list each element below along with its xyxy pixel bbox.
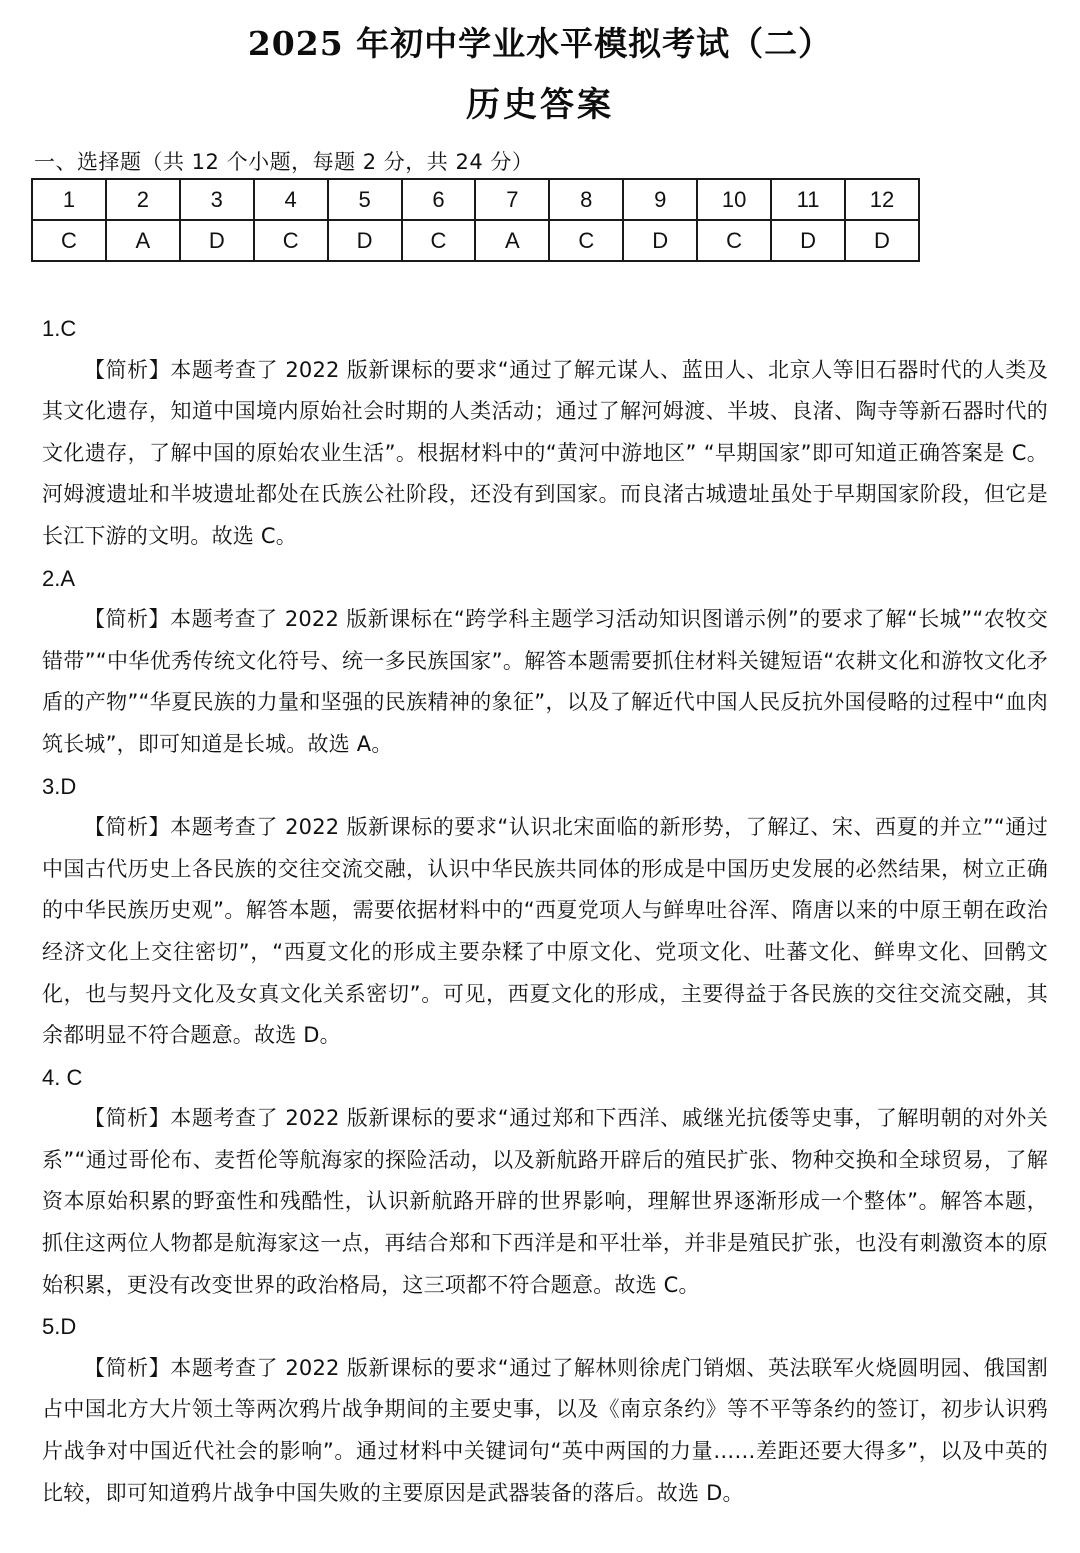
answer-cell: D xyxy=(328,220,402,261)
explanation-item xyxy=(42,308,1048,558)
question-number-cell: 3 xyxy=(180,179,254,220)
answer-row xyxy=(32,220,919,261)
answer-cell: C xyxy=(254,220,328,261)
answer-cell: C xyxy=(697,220,771,261)
answer-cell: C xyxy=(402,220,476,261)
question-number-cell: 11 xyxy=(771,179,845,220)
explanations xyxy=(42,308,1048,1514)
explanation-item xyxy=(42,766,1048,1057)
explanation-label: 5.D xyxy=(42,1314,77,1340)
explanation-item xyxy=(42,1057,1048,1307)
explanation-text: 【简析】本题考查了 2022 版新课标的要求“通过了解林则徐虎门销烟、英法联军火烧圆明园、俄国割占中国北方大片领土等两次鸦片战争期间的主要史事，以及《南京条约》等不平等条约的签订，初步认识鸦片战争对中国近代社会的影响”。通过材料中关键词句“英中两国的力量……差距还要大得多”，以及中英的比较，即可知道鸦片战争中国失败的主要原因是武器装备的落后。故选 D。 xyxy=(42,1355,1048,1505)
page-subtitle: 历史答案 xyxy=(466,85,614,125)
question-number-cell: 1 xyxy=(32,179,106,220)
question-number-cell: 10 xyxy=(697,179,771,220)
explanation-text: 【简析】本题考查了 2022 版新课标的要求“认识北宋面临的新形势，了解辽、宋、西夏的并立”“通过中国古代历史上各民族的交往交流交融，认识中华民族共同体的形成是中国历史发展的必然结果，树立正确的中华民族历史观”。解答本题，需要依据材料中的“西夏党项人与鲜卑吐谷浑、隋唐以来的中原王朝在政治经济文化上交往密切”，“西夏文化的形成主要杂糅了中原文化、党项文化、吐蕃文化、鲜卑文化、回鹘文化，也与契丹文化及女真文化关系密切”。可见，西夏文化的形成，主要得益于各民族的交往交流交融，其余都明显不符合题意。故选 D。 xyxy=(42,815,1048,1048)
question-number-cell: 8 xyxy=(549,179,623,220)
answer-cell: D xyxy=(180,220,254,261)
answer-key-table xyxy=(31,178,920,262)
answer-cell: A xyxy=(475,220,549,261)
explanation-item xyxy=(42,558,1048,766)
answer-cell: D xyxy=(845,220,919,261)
answer-cell: C xyxy=(549,220,623,261)
question-number-cell: 2 xyxy=(106,179,180,220)
explanation-label: 4. C xyxy=(42,1064,83,1090)
answer-cell: D xyxy=(771,220,845,261)
explanation-label: 3.D xyxy=(42,773,77,799)
question-number-cell: 9 xyxy=(623,179,697,220)
answer-cell: A xyxy=(106,220,180,261)
explanation-text: 【简析】本题考查了 2022 版新课标的要求“通过了解元谋人、蓝田人、北京人等旧石器时代的人类及其文化遗存，知道中国境内原始社会时期的人类活动；通过了解河姆渡、半坡、良渚、陶寺等新石器时代的文化遗存，了解中国的原始农业生活”。根据材料中的“黄河中游地区” “早期国家”即可知道正确答案是 C。河姆渡遗址和半坡遗址都处在氏族公社阶段，还没有到国家。而良渚古城遗址虽处于早期国家阶段，但它是长江下游的文明。故选 C。 xyxy=(42,357,1048,548)
answer-cell: D xyxy=(623,220,697,261)
explanation-text: 【简析】本题考查了 2022 版新课标的要求“通过郑和下西洋、戚继光抗倭等史事，了解明朝的对外关系”“通过哥伦布、麦哲伦等航海家的探险活动，以及新航路开辟后的殖民扩张、物种交换和全球贸易，了解资本原始积累的野蛮性和残酷性，认识新航路开辟的世界影响，理解世界逐渐形成一个整体”。解答本题，抓住这两位人物都是航海家这一点，再结合郑和下西洋是和平壮举，并非是殖民扩张，也没有刺激资本的原始积累，更没有改变世界的政治格局，这三项都不符合题意。故选 C。 xyxy=(42,1106,1048,1297)
section-heading-multiple-choice: 一、选择题（共 12 个小题，每题 2 分，共 24 分） xyxy=(34,150,534,174)
explanation-label: 1.C xyxy=(42,316,77,341)
question-number-cell: 5 xyxy=(328,179,402,220)
question-number-cell: 12 xyxy=(845,179,919,220)
explanation-item xyxy=(42,1306,1048,1514)
explanation-label: 2.A xyxy=(42,565,76,591)
answer-cell: C xyxy=(32,220,106,261)
question-number-cell: 6 xyxy=(402,179,476,220)
page-title: 2025 年初中学业水平模拟考试（二） xyxy=(247,24,833,63)
question-number-row xyxy=(32,179,919,220)
question-number-cell: 4 xyxy=(254,179,328,220)
question-number-cell: 7 xyxy=(475,179,549,220)
explanation-text: 【简析】本题考查了 2022 版新课标在“跨学科主题学习活动知识图谱示例”的要求了解“长城”“农牧交错带”“中华优秀传统文化符号、统一多民族国家”。解答本题需要抓住材料关键短语“农耕文化和游牧文化矛盾的产物”“华夏民族的力量和坚强的民族精神的象征”，以及了解近代中国人民反抗外国侵略的过程中“血肉筑长城”，即可知道是长城。故选 A。 xyxy=(42,607,1048,756)
